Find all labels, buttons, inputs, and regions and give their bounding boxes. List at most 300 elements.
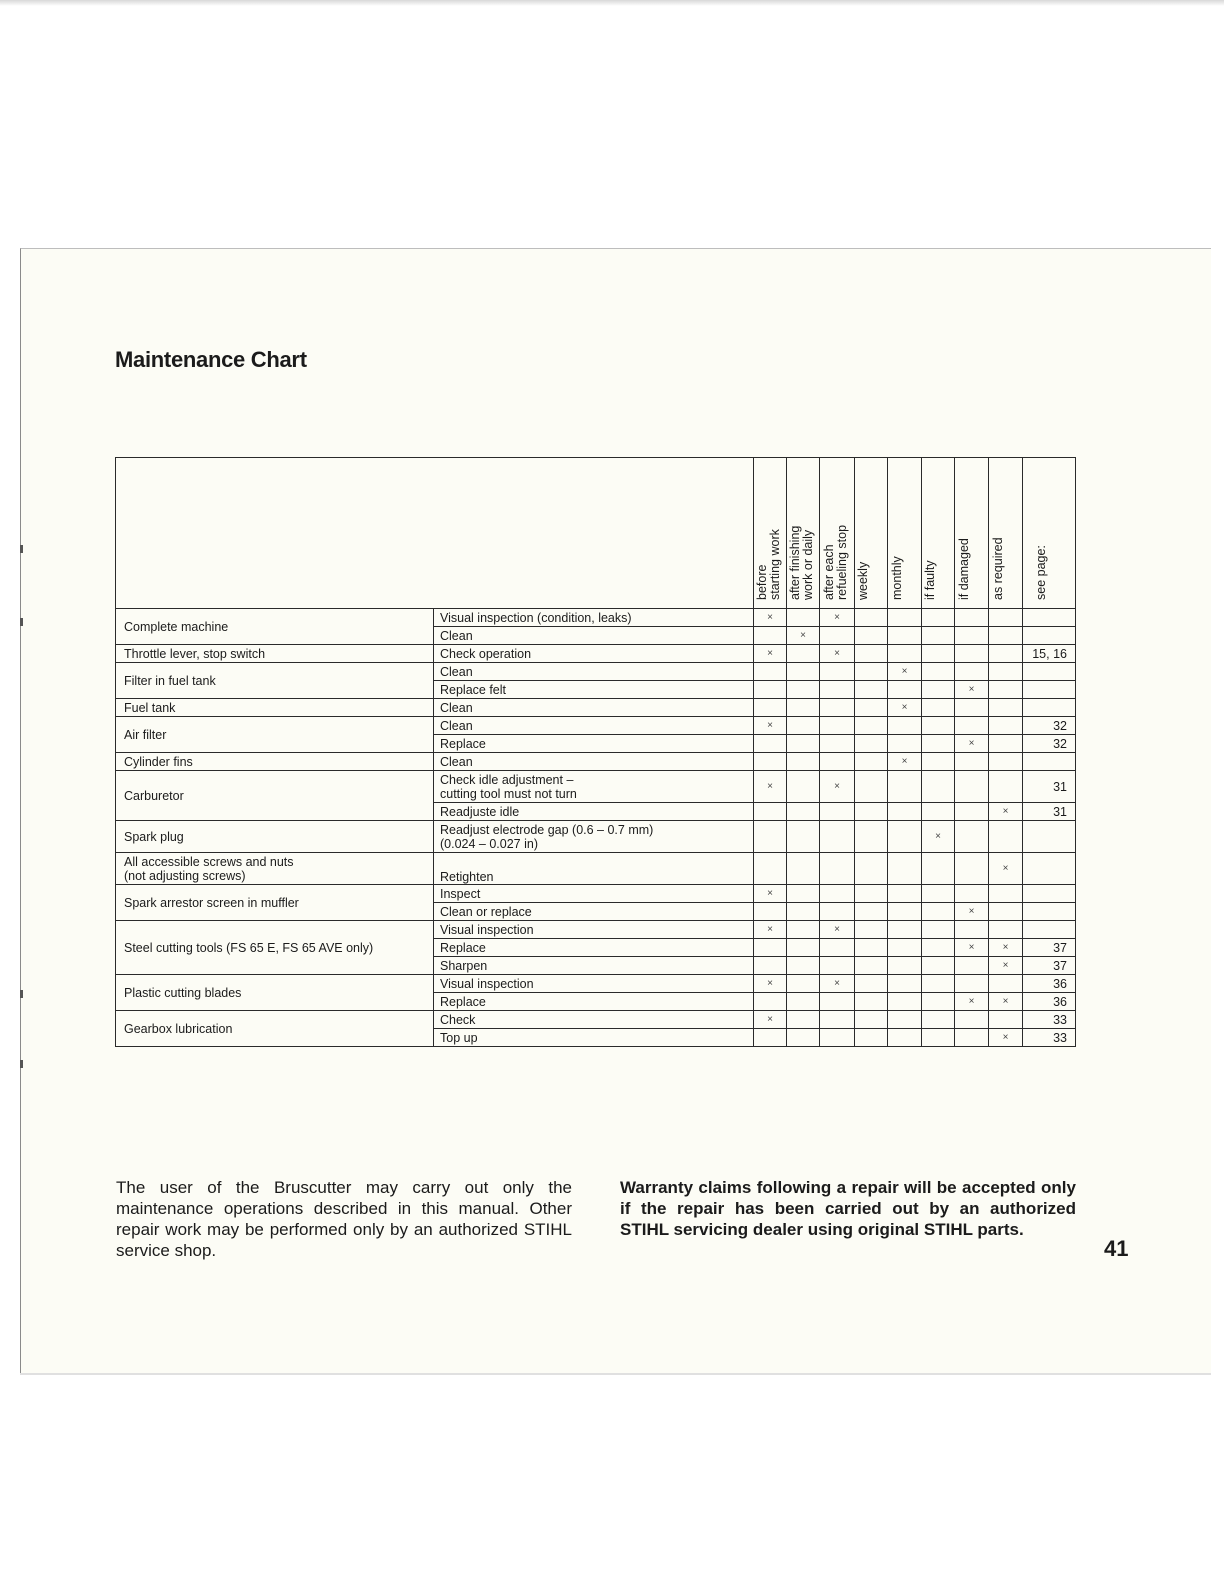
interval-cell xyxy=(820,903,855,921)
component-cell: Cylinder fins xyxy=(116,753,434,771)
page-ref-cell xyxy=(1023,753,1076,771)
task-cell: Visual inspection xyxy=(434,921,754,939)
page-ref-cell: 32 xyxy=(1023,735,1076,753)
interval-cell xyxy=(989,903,1023,921)
table-row xyxy=(116,699,1076,717)
interval-cell xyxy=(754,645,787,663)
interval-cell xyxy=(922,645,955,663)
table-row xyxy=(116,753,1076,771)
check-mark-icon: × xyxy=(767,611,773,623)
interval-cell xyxy=(888,803,922,821)
component-cell: Spark arrestor screen in muffler xyxy=(116,885,434,921)
interval-cell xyxy=(888,853,922,885)
check-mark-icon: × xyxy=(1002,959,1009,971)
interval-cell xyxy=(989,1011,1023,1029)
interval-cell xyxy=(922,939,955,957)
interval-cell xyxy=(955,853,989,885)
interval-cell xyxy=(922,609,955,627)
interval-cell xyxy=(989,975,1023,993)
column-header xyxy=(989,458,1023,609)
interval-cell xyxy=(989,645,1023,663)
interval-cell xyxy=(989,885,1023,903)
interval-cell xyxy=(922,1011,955,1029)
interval-cell xyxy=(888,645,922,663)
interval-cell xyxy=(888,957,922,975)
page-ref-cell: 36 xyxy=(1023,975,1076,993)
interval-cell xyxy=(888,681,922,699)
interval-cell xyxy=(754,627,787,645)
page-ref-cell xyxy=(1023,903,1076,921)
interval-cell xyxy=(754,753,787,771)
interval-cell xyxy=(820,821,855,853)
interval-cell xyxy=(787,939,820,957)
page-ref-cell: 31 xyxy=(1023,771,1076,803)
interval-cell xyxy=(855,803,888,821)
column-header-label: weekly xyxy=(856,561,870,600)
check-mark-icon: × xyxy=(834,923,840,935)
task-cell: Check xyxy=(434,1011,754,1029)
check-mark-icon: × xyxy=(767,647,773,659)
check-mark-icon: × xyxy=(1002,941,1009,953)
interval-cell xyxy=(989,609,1023,627)
check-mark-icon: × xyxy=(935,830,941,842)
interval-cell xyxy=(888,771,922,803)
interval-cell xyxy=(922,1029,955,1047)
task-cell: Readjust electrode gap (0.6 – 0.7 mm) (0.024 – 0.027 in) xyxy=(434,821,754,853)
page-ref-cell xyxy=(1023,663,1076,681)
interval-cell xyxy=(855,771,888,803)
interval-cell xyxy=(754,699,787,717)
interval-cell xyxy=(888,1011,922,1029)
interval-cell xyxy=(820,957,855,975)
column-header xyxy=(754,458,787,609)
page-ref-cell: 33 xyxy=(1023,1029,1076,1047)
table-row xyxy=(116,885,1076,903)
interval-cell xyxy=(820,853,855,885)
interval-cell xyxy=(955,939,989,957)
interval-cell xyxy=(820,975,855,993)
interval-cell xyxy=(922,903,955,921)
page-ref-cell: 37 xyxy=(1023,939,1076,957)
interval-cell xyxy=(787,803,820,821)
table-row xyxy=(116,921,1076,939)
interval-cell xyxy=(888,627,922,645)
interval-cell xyxy=(955,921,989,939)
user-maintenance-note: The user of the Bruscutter may carry out only the maintenance operations described in this manual. Other repair work may be performed only by an authorized STIHL service shop. xyxy=(116,1178,572,1260)
check-mark-icon: × xyxy=(800,629,806,641)
interval-cell xyxy=(855,993,888,1011)
interval-cell xyxy=(922,735,955,753)
interval-cell xyxy=(888,699,922,717)
interval-cell xyxy=(820,699,855,717)
check-mark-icon: × xyxy=(968,683,975,695)
header-blank-cell xyxy=(116,458,754,609)
page-title: Maintenance Chart xyxy=(115,347,307,372)
interval-cell xyxy=(787,645,820,663)
interval-cell xyxy=(955,645,989,663)
task-cell: Top up xyxy=(434,1029,754,1047)
check-mark-icon: × xyxy=(767,977,773,989)
column-header-label: monthly xyxy=(889,556,904,600)
task-cell: Replace xyxy=(434,735,754,753)
task-cell: Clean xyxy=(434,627,754,645)
interval-cell xyxy=(922,699,955,717)
interval-cell xyxy=(955,681,989,699)
interval-cell xyxy=(888,993,922,1011)
interval-cell xyxy=(787,717,820,735)
interval-cell xyxy=(888,921,922,939)
task-cell: Readjuste idle xyxy=(434,803,754,821)
interval-cell xyxy=(820,1011,855,1029)
binding-mark xyxy=(20,545,23,553)
interval-cell xyxy=(955,735,989,753)
interval-cell xyxy=(888,975,922,993)
column-header xyxy=(855,458,888,609)
interval-cell xyxy=(754,717,787,735)
interval-cell xyxy=(989,681,1023,699)
task-cell: Check idle adjustment – cutting tool must not turn xyxy=(434,771,754,803)
interval-cell xyxy=(955,975,989,993)
task-cell: Visual inspection xyxy=(434,975,754,993)
interval-cell xyxy=(787,821,820,853)
interval-cell xyxy=(955,885,989,903)
interval-cell xyxy=(855,921,888,939)
interval-cell xyxy=(787,1011,820,1029)
page-ref-cell xyxy=(1023,853,1076,885)
interval-cell xyxy=(989,921,1023,939)
check-mark-icon: × xyxy=(968,995,975,1007)
task-cell: Clean xyxy=(434,663,754,681)
interval-cell xyxy=(754,735,787,753)
interval-cell xyxy=(922,717,955,735)
component-cell: Steel cutting tools (FS 65 E, FS 65 AVE only) xyxy=(116,921,434,975)
interval-cell xyxy=(888,903,922,921)
interval-cell xyxy=(989,735,1023,753)
page-ref-cell xyxy=(1023,885,1076,903)
interval-cell xyxy=(787,735,820,753)
interval-cell xyxy=(888,609,922,627)
interval-cell xyxy=(820,753,855,771)
binding-mark xyxy=(20,1060,23,1068)
component-cell: Throttle lever, stop switch xyxy=(116,645,434,663)
column-header xyxy=(820,458,855,609)
interval-cell xyxy=(754,957,787,975)
page-ref-cell: 33 xyxy=(1023,1011,1076,1029)
check-mark-icon: × xyxy=(767,1013,773,1025)
task-cell: Sharpen xyxy=(434,957,754,975)
interval-cell xyxy=(989,1029,1023,1047)
interval-cell xyxy=(955,993,989,1011)
interval-cell xyxy=(922,885,955,903)
page-ref-cell: 15, 16 xyxy=(1023,645,1076,663)
interval-cell xyxy=(989,663,1023,681)
interval-cell xyxy=(855,957,888,975)
interval-cell xyxy=(754,993,787,1011)
interval-cell xyxy=(855,885,888,903)
page-ref-cell: 36 xyxy=(1023,993,1076,1011)
interval-cell xyxy=(955,627,989,645)
interval-cell xyxy=(754,885,787,903)
column-header-label: after each refueling stop xyxy=(822,524,849,600)
interval-cell xyxy=(820,771,855,803)
interval-cell xyxy=(754,939,787,957)
interval-cell xyxy=(754,1011,787,1029)
table-row xyxy=(116,663,1076,681)
column-header-label: see page: xyxy=(1034,545,1048,600)
check-mark-icon: × xyxy=(834,611,840,623)
column-header-label: after finishing work or daily xyxy=(788,525,815,600)
column-header xyxy=(1023,458,1076,609)
interval-cell xyxy=(855,753,888,771)
component-cell: Complete machine xyxy=(116,609,434,645)
component-cell: Gearbox lubrication xyxy=(116,1011,434,1047)
check-mark-icon: × xyxy=(968,737,975,749)
table-row xyxy=(116,771,1076,803)
table-row xyxy=(116,853,1076,885)
table-row xyxy=(116,645,1076,663)
check-mark-icon: × xyxy=(834,647,840,659)
interval-cell xyxy=(820,609,855,627)
scan-top-edge xyxy=(0,0,1224,6)
column-header xyxy=(955,458,989,609)
table-row xyxy=(116,975,1076,993)
interval-cell xyxy=(820,663,855,681)
interval-cell xyxy=(989,957,1023,975)
interval-cell xyxy=(754,921,787,939)
interval-cell xyxy=(855,681,888,699)
interval-cell xyxy=(855,627,888,645)
page-ref-cell: 31 xyxy=(1023,803,1076,821)
interval-cell xyxy=(955,821,989,853)
interval-cell xyxy=(855,645,888,663)
interval-cell xyxy=(855,717,888,735)
interval-cell xyxy=(989,771,1023,803)
table-header-row xyxy=(116,458,1076,609)
interval-cell xyxy=(754,609,787,627)
interval-cell xyxy=(888,735,922,753)
interval-cell xyxy=(922,681,955,699)
interval-cell xyxy=(955,717,989,735)
interval-cell xyxy=(955,1029,989,1047)
interval-cell xyxy=(820,993,855,1011)
binding-mark xyxy=(20,990,23,998)
task-cell: Replace felt xyxy=(434,681,754,699)
interval-cell xyxy=(888,1029,922,1047)
interval-cell xyxy=(888,663,922,681)
interval-cell xyxy=(855,1011,888,1029)
maintenance-table xyxy=(115,457,1076,1047)
interval-cell xyxy=(922,993,955,1011)
interval-cell xyxy=(787,853,820,885)
interval-cell xyxy=(820,1029,855,1047)
interval-cell xyxy=(855,903,888,921)
maintenance-chart xyxy=(115,457,1075,1047)
interval-cell xyxy=(787,663,820,681)
page-number: 41 xyxy=(1104,1236,1129,1261)
interval-cell xyxy=(787,957,820,975)
check-mark-icon: × xyxy=(834,977,840,989)
table-body xyxy=(116,609,1076,1047)
page-ref-cell xyxy=(1023,921,1076,939)
interval-cell xyxy=(820,717,855,735)
interval-cell xyxy=(820,803,855,821)
component-cell: Filter in fuel tank xyxy=(116,663,434,699)
component-cell: All accessible screws and nuts (not adjusting screws) xyxy=(116,853,434,885)
table-row xyxy=(116,1011,1076,1029)
interval-cell xyxy=(820,645,855,663)
interval-cell xyxy=(787,975,820,993)
interval-cell xyxy=(922,663,955,681)
column-header-label: as required xyxy=(990,537,1005,600)
check-mark-icon: × xyxy=(968,905,975,917)
page-ref-cell xyxy=(1023,699,1076,717)
task-cell: Clean xyxy=(434,717,754,735)
interval-cell xyxy=(754,821,787,853)
interval-cell xyxy=(754,771,787,803)
interval-cell xyxy=(855,735,888,753)
interval-cell xyxy=(888,939,922,957)
task-cell: Replace xyxy=(434,993,754,1011)
interval-cell xyxy=(754,663,787,681)
page-ref-cell xyxy=(1023,627,1076,645)
interval-cell xyxy=(888,885,922,903)
component-cell: Carburetor xyxy=(116,771,434,821)
interval-cell xyxy=(787,885,820,903)
page-ref-cell: 37 xyxy=(1023,957,1076,975)
interval-cell xyxy=(955,903,989,921)
interval-cell xyxy=(855,821,888,853)
binding-mark xyxy=(20,618,23,626)
task-cell: Clean xyxy=(434,699,754,717)
interval-cell xyxy=(787,1029,820,1047)
interval-cell xyxy=(922,975,955,993)
interval-cell xyxy=(955,609,989,627)
interval-cell xyxy=(989,821,1023,853)
check-mark-icon: × xyxy=(1002,1031,1009,1043)
interval-cell xyxy=(787,903,820,921)
interval-cell xyxy=(888,717,922,735)
interval-cell xyxy=(922,853,955,885)
interval-cell xyxy=(922,803,955,821)
table-row xyxy=(116,609,1076,627)
interval-cell xyxy=(855,975,888,993)
interval-cell xyxy=(855,853,888,885)
interval-cell xyxy=(754,803,787,821)
check-mark-icon: × xyxy=(767,923,773,935)
page-ref-cell: 32 xyxy=(1023,717,1076,735)
interval-cell xyxy=(888,821,922,853)
check-mark-icon: × xyxy=(767,887,773,899)
component-cell: Plastic cutting blades xyxy=(116,975,434,1011)
page-ref-cell xyxy=(1023,609,1076,627)
component-cell: Air filter xyxy=(116,717,434,753)
interval-cell xyxy=(787,627,820,645)
warranty-note: Warranty claims following a repair will be accepted only if the repair has been carried out by an authorized STIHL servicing dealer using original STIHL parts. xyxy=(620,1178,1076,1239)
component-cell: Fuel tank xyxy=(116,699,434,717)
interval-cell xyxy=(754,975,787,993)
interval-cell xyxy=(955,771,989,803)
interval-cell xyxy=(820,921,855,939)
interval-cell xyxy=(989,717,1023,735)
check-mark-icon: × xyxy=(1002,995,1009,1007)
check-mark-icon: × xyxy=(901,701,908,713)
interval-cell xyxy=(820,939,855,957)
interval-cell xyxy=(855,939,888,957)
interval-cell xyxy=(989,699,1023,717)
interval-cell xyxy=(955,753,989,771)
check-mark-icon: × xyxy=(968,941,975,953)
interval-cell xyxy=(922,821,955,853)
interval-cell xyxy=(787,921,820,939)
interval-cell xyxy=(955,1011,989,1029)
table-row xyxy=(116,821,1076,853)
interval-cell xyxy=(989,803,1023,821)
interval-cell xyxy=(922,957,955,975)
interval-cell xyxy=(955,803,989,821)
page-ref-cell xyxy=(1023,681,1076,699)
interval-cell xyxy=(989,753,1023,771)
check-mark-icon: × xyxy=(767,780,773,792)
interval-cell xyxy=(787,993,820,1011)
interval-cell xyxy=(989,853,1023,885)
check-mark-icon: × xyxy=(901,755,908,767)
interval-cell xyxy=(787,681,820,699)
column-header-label: if faulty xyxy=(923,560,937,600)
column-header xyxy=(888,458,922,609)
task-cell: Replace xyxy=(434,939,754,957)
interval-cell xyxy=(989,993,1023,1011)
task-cell: Visual inspection (condition, leaks) xyxy=(434,609,754,627)
task-cell: Clean or replace xyxy=(434,903,754,921)
table-row xyxy=(116,717,1076,735)
interval-cell xyxy=(855,663,888,681)
interval-cell xyxy=(955,957,989,975)
check-mark-icon: × xyxy=(767,719,773,731)
interval-cell xyxy=(787,771,820,803)
interval-cell xyxy=(787,699,820,717)
task-cell: Check operation xyxy=(434,645,754,663)
page-ref-cell xyxy=(1023,821,1076,853)
column-header-label: if damaged xyxy=(956,538,971,600)
column-header xyxy=(922,458,955,609)
check-mark-icon: × xyxy=(1002,805,1009,817)
interval-cell xyxy=(754,903,787,921)
interval-cell xyxy=(754,681,787,699)
interval-cell xyxy=(855,609,888,627)
column-header xyxy=(787,458,820,609)
check-mark-icon: × xyxy=(901,665,908,677)
interval-cell xyxy=(955,699,989,717)
task-cell: Retighten xyxy=(434,853,754,885)
interval-cell xyxy=(922,771,955,803)
interval-cell xyxy=(989,939,1023,957)
task-cell: Inspect xyxy=(434,885,754,903)
interval-cell xyxy=(820,885,855,903)
check-mark-icon: × xyxy=(1002,862,1009,874)
interval-cell xyxy=(922,921,955,939)
interval-cell xyxy=(754,853,787,885)
interval-cell xyxy=(955,663,989,681)
check-mark-icon: × xyxy=(834,780,840,792)
interval-cell xyxy=(855,1029,888,1047)
task-cell: Clean xyxy=(434,753,754,771)
interval-cell xyxy=(820,627,855,645)
interval-cell xyxy=(820,735,855,753)
interval-cell xyxy=(922,627,955,645)
column-header-label: before starting work xyxy=(755,529,782,600)
interval-cell xyxy=(922,753,955,771)
interval-cell xyxy=(754,1029,787,1047)
